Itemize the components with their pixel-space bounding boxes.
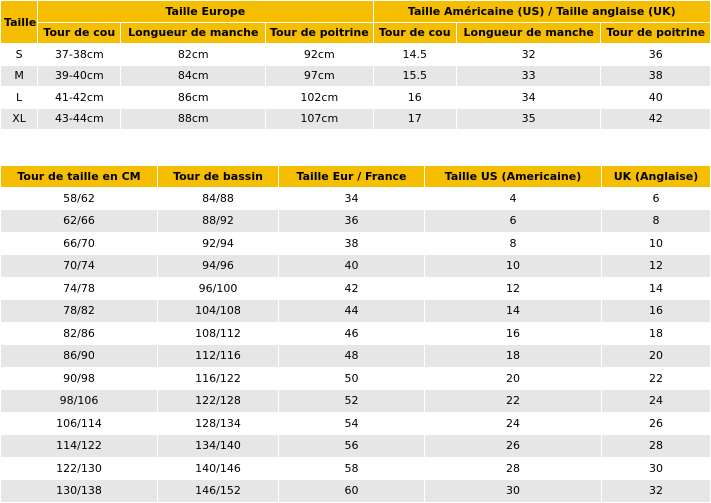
table-row [1, 188, 710, 210]
table-cell: 98/106 [1, 390, 157, 412]
table-cell: 37-38cm [38, 44, 120, 65]
table-cell: 66/70 [1, 233, 157, 255]
table-cell: 88cm [121, 109, 265, 130]
table-cell: 56 [279, 435, 424, 457]
table-cell: 50 [279, 368, 424, 390]
table-cell: 42 [601, 109, 710, 130]
table-row [1, 255, 710, 277]
table-cell: 122/128 [158, 390, 278, 412]
table-cell: 46 [279, 323, 424, 345]
column-header: Tour de taille en CM [1, 166, 157, 187]
table-cell: 15.5 [374, 66, 456, 87]
column-header: Taille US (Americaine) [425, 166, 601, 187]
table-cell: 122/130 [1, 458, 157, 480]
table-row [1, 480, 710, 502]
table-cell: 41-42cm [38, 87, 120, 108]
table-cell: 38 [279, 233, 424, 255]
table-row [1, 368, 710, 390]
column-header: Tour de poitrine [601, 23, 710, 44]
table-cell: 130/138 [1, 480, 157, 502]
table-cell: 74/78 [1, 278, 157, 300]
table-cell: 40 [279, 255, 424, 277]
table-cell: 20 [602, 345, 710, 367]
table-cell: 54 [279, 413, 424, 435]
table-cell: 28 [602, 435, 710, 457]
table-cell: 94/96 [158, 255, 278, 277]
table-cell: 78/82 [1, 300, 157, 322]
table-cell: 6 [602, 188, 710, 210]
us-uk-size-group-header: Taille Américaine (US) / Taille anglaise (UK) [374, 1, 710, 22]
table-cell: 38 [601, 66, 710, 87]
table-cell: 10 [425, 255, 601, 277]
table-cell: 116/122 [158, 368, 278, 390]
size-cell: XL [1, 109, 37, 130]
size-column-header: Taille [1, 1, 37, 43]
table-cell: 4 [425, 188, 601, 210]
column-header: Tour de cou [374, 23, 456, 44]
table-cell: 112/116 [158, 345, 278, 367]
table-row [1, 323, 710, 345]
table-cell: 22 [425, 390, 601, 412]
table-cell: 90/98 [1, 368, 157, 390]
table-cell: 33 [457, 66, 601, 87]
table-cell: 26 [425, 435, 601, 457]
table-cell: 12 [602, 255, 710, 277]
size-cell: M [1, 66, 37, 87]
table-cell: 39-40cm [38, 66, 120, 87]
column-header: Tour de cou [38, 23, 120, 44]
table-cell: 14.5 [374, 44, 456, 65]
table-cell: 43-44cm [38, 109, 120, 130]
table-cell: 92/94 [158, 233, 278, 255]
table-row [1, 210, 710, 232]
shirt-size-table [0, 0, 711, 130]
table-cell: 8 [425, 233, 601, 255]
table-cell: 134/140 [158, 435, 278, 457]
table-cell: 42 [279, 278, 424, 300]
table-cell: 84cm [121, 66, 265, 87]
table-cell: 40 [601, 87, 710, 108]
table-cell: 52 [279, 390, 424, 412]
table-cell: 106/114 [1, 413, 157, 435]
table-cell: 16 [425, 323, 601, 345]
column-header: Taille Eur / France [279, 166, 424, 187]
table-cell: 20 [425, 368, 601, 390]
column-header: Tour de poitrine [266, 23, 372, 44]
table-cell: 82/86 [1, 323, 157, 345]
table-cell: 146/152 [158, 480, 278, 502]
size-cell: S [1, 44, 37, 65]
table-cell: 30 [425, 480, 601, 502]
column-header: UK (Anglaise) [602, 166, 710, 187]
table-row [1, 278, 710, 300]
table-cell: 24 [425, 413, 601, 435]
table-cell: 18 [602, 323, 710, 345]
table-cell: 102cm [266, 87, 372, 108]
waist-size-table [0, 165, 711, 503]
table-cell: 18 [425, 345, 601, 367]
column-header: Longueur de manche [121, 23, 265, 44]
table-row [1, 390, 710, 412]
table-row [1, 109, 710, 130]
table-cell: 30 [602, 458, 710, 480]
table-cell: 14 [425, 300, 601, 322]
europe-size-group-header: Taille Europe [38, 1, 372, 22]
table-row [1, 66, 710, 87]
table-row [1, 413, 710, 435]
table-cell: 8 [602, 210, 710, 232]
table-cell: 36 [601, 44, 710, 65]
table-cell: 32 [457, 44, 601, 65]
table-cell: 108/112 [158, 323, 278, 345]
table-cell: 60 [279, 480, 424, 502]
table-cell: 14 [602, 278, 710, 300]
column-header: Tour de bassin [158, 166, 278, 187]
table-cell: 22 [602, 368, 710, 390]
table-cell: 97cm [266, 66, 372, 87]
table-row [1, 233, 710, 255]
table-cell: 44 [279, 300, 424, 322]
table-cell: 104/108 [158, 300, 278, 322]
table-cell: 48 [279, 345, 424, 367]
table-cell: 62/66 [1, 210, 157, 232]
table-cell: 32 [602, 480, 710, 502]
table-cell: 84/88 [158, 188, 278, 210]
table-cell: 58/62 [1, 188, 157, 210]
table-row [1, 300, 710, 322]
table-cell: 24 [602, 390, 710, 412]
table-cell: 6 [425, 210, 601, 232]
table-cell: 107cm [266, 109, 372, 130]
table-row [1, 435, 710, 457]
table-cell: 26 [602, 413, 710, 435]
table-row [1, 458, 710, 480]
table-row [1, 44, 710, 65]
table-cell: 58 [279, 458, 424, 480]
table-cell: 88/92 [158, 210, 278, 232]
size-cell: L [1, 87, 37, 108]
table-cell: 16 [374, 87, 456, 108]
table-cell: 34 [457, 87, 601, 108]
table-cell: 12 [425, 278, 601, 300]
table-cell: 114/122 [1, 435, 157, 457]
table-row [1, 345, 710, 367]
table-cell: 10 [602, 233, 710, 255]
table-cell: 28 [425, 458, 601, 480]
table-cell: 86cm [121, 87, 265, 108]
table-cell: 16 [602, 300, 710, 322]
table-cell: 82cm [121, 44, 265, 65]
column-header: Longueur de manche [457, 23, 601, 44]
table-cell: 86/90 [1, 345, 157, 367]
table-cell: 140/146 [158, 458, 278, 480]
table-cell: 92cm [266, 44, 372, 65]
table-cell: 36 [279, 210, 424, 232]
table-cell: 70/74 [1, 255, 157, 277]
table-cell: 34 [279, 188, 424, 210]
table-cell: 128/134 [158, 413, 278, 435]
table-row [1, 87, 710, 108]
table-cell: 96/100 [158, 278, 278, 300]
table-cell: 35 [457, 109, 601, 130]
table-cell: 17 [374, 109, 456, 130]
